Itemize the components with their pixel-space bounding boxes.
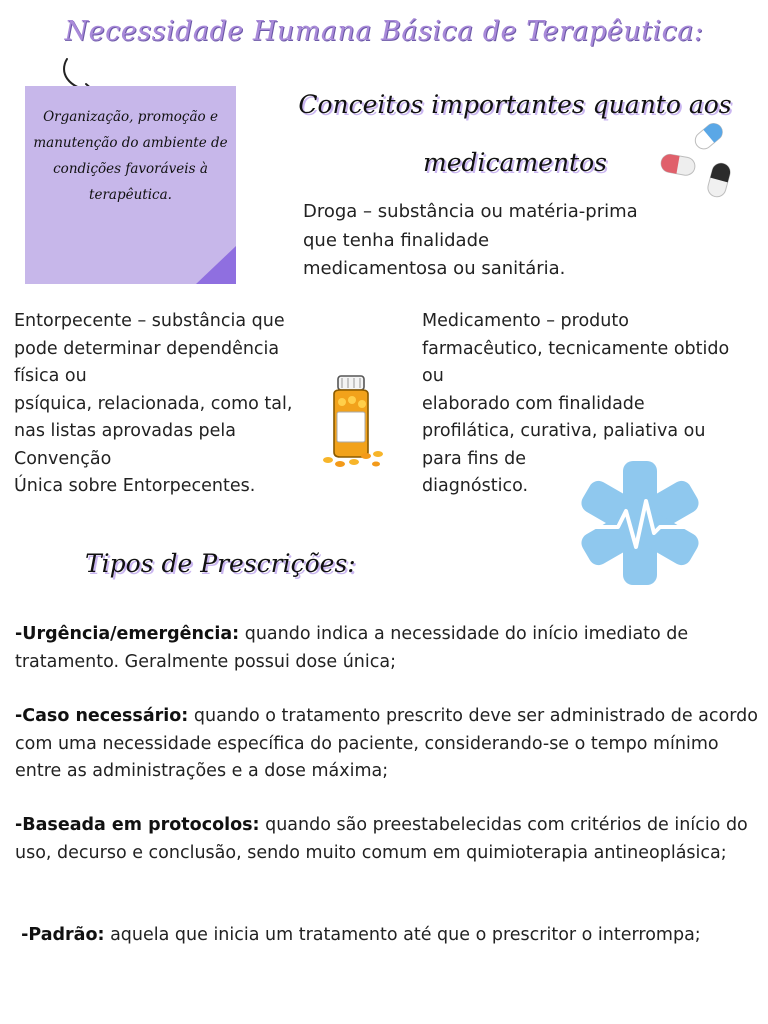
sticky-note-fold <box>196 246 236 284</box>
prescription-term: -Urgência/emergência: <box>15 624 240 644</box>
medical-star-icon <box>572 458 708 588</box>
prescription-term: -Baseada em protocolos: <box>15 815 260 835</box>
definition-medicamento: Medicamento – produto farmacêutico, tecnicamente obtido ou elaborado com finalidade profilática, curativa, paliativa ou para fins de diagnóstico. <box>422 311 730 496</box>
prescription-description: quando são preestabelecidas com critérios de início do uso, decurso e conclusão, sendo muito comum em quimioterapia antineoplásica; <box>15 815 748 863</box>
pill-bottle-icon <box>320 374 390 470</box>
prescription-item <box>15 922 760 950</box>
page-title: Necessidade Humana Básica de Terapêutica: <box>64 16 704 47</box>
subtitle-line-2: medicamentos <box>423 148 607 177</box>
prescription-item <box>15 812 760 867</box>
pills-icon <box>657 118 737 200</box>
prescription-term: -Caso necessário: <box>15 706 189 726</box>
prescription-description: aquela que inicia um tratamento até que o prescritor o interrompa; <box>104 925 701 945</box>
definition-entorpecente: Entorpecente – substância que pode determinar dependência física ou psíquica, relacionada, como tal, nas listas aprovadas pela Convenção Única sobre Entorpecentes. <box>14 311 293 496</box>
sticky-note-text: Organização, promoção e manutenção do ambiente de condições favoráveis à terapêutica. <box>33 109 228 203</box>
section-title-tipos: Tipos de Prescrições: <box>85 549 356 578</box>
prescription-item <box>15 621 760 676</box>
prescription-description: quando indica a necessidade do início imediato de tratamento. Geralmente possui dose única; <box>15 624 689 672</box>
prescription-term: -Padrão: <box>15 925 105 945</box>
definition-droga: Droga – substância ou matéria-prima que tenha finalidade medicamentosa ou sanitária. <box>303 201 638 279</box>
prescription-description: quando o tratamento prescrito deve ser administrado de acordo com uma necessidade específica do paciente, considerando-se o tempo mínimo entre as administrações e a dose máxima; <box>15 706 758 781</box>
subtitle-line-1: Conceitos importantes quanto aos <box>298 90 732 119</box>
prescription-item <box>15 703 760 786</box>
